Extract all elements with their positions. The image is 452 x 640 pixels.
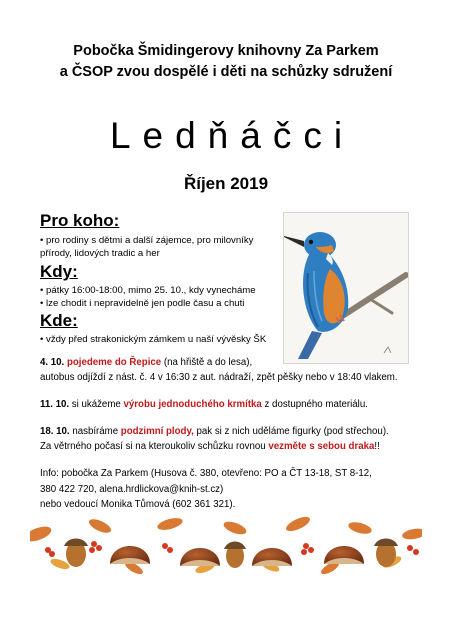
- autumn-garland-icon: [30, 512, 422, 580]
- bullet-pro-koho-1-cont: přírody, lidových tradic a her: [40, 248, 160, 259]
- event-4-10-line2: autobus odjíždí z nást. č. 4 v 16:30 z aut. nádraží, zpět pěšky nebo v 18:40 vlakem.: [40, 372, 398, 383]
- event-11-10-highlight: výrobu jednoduchého krmítka: [123, 399, 262, 410]
- event-4-10-text: (na hřiště a do lesa),: [161, 357, 253, 368]
- month-heading: Říjen 2019: [183, 174, 269, 193]
- kite-note-post: !!: [374, 441, 380, 452]
- event-4-10-highlight: pojedeme do Řepice: [66, 357, 162, 368]
- autumn-garland: [30, 512, 422, 580]
- info-block: [40, 466, 420, 513]
- event-11-10-pre: si ukážeme: [69, 399, 124, 410]
- event-18-10: [40, 424, 420, 454]
- header-line-1: Pobočka Šmidingerovy knihovny Za Parkem: [73, 43, 379, 59]
- bullet-kdy-1: • pátky 16:00-18:00, mimo 25. 10., kdy vynecháme: [40, 285, 256, 296]
- event-4-10-date: 4. 10.: [40, 357, 65, 368]
- kingfisher-icon: [284, 213, 408, 363]
- event-11-10-text: z dostupného materiálu.: [261, 399, 368, 410]
- bullet-pro-koho-1: • pro rodiny s dětmi a další zájemce, pro milovníky: [40, 235, 254, 246]
- event-18-10-highlight: podzimní plody,: [120, 426, 194, 437]
- bullet-kdy-2: • lze chodit i nepravidelně jen podle času a chuti: [40, 298, 245, 309]
- info-line-3: nebo vedoucí Monika Tůmová (602 361 321).: [40, 499, 236, 510]
- bullet-kde-1: • vždy před strakonickým zámkem u naší vývěsky ŠK: [40, 334, 267, 345]
- heading-kde: Kde:: [40, 311, 78, 330]
- heading-kdy: Kdy:: [40, 262, 78, 281]
- event-4-10: [40, 355, 420, 385]
- event-11-10: [40, 397, 420, 412]
- kite-note-highlight: vezměte s sebou draka: [268, 441, 375, 452]
- header-line-2: a ČSOP zvou dospělé i děti na schůzky sdružení: [59, 64, 393, 80]
- info-line-2: 380 422 720, alena.hrdlickova@knih-st.cz): [40, 483, 224, 495]
- kite-note-pre: Za větrného počasí si na kteroukoliv schůzku rovnou: [40, 441, 269, 452]
- event-11-10-date: 11. 10.: [40, 399, 70, 410]
- info-line-1: Info: pobočka Za Parkem (Husova č. 380, otevřeno: PO a ČT 13-18, ST 8-12,: [40, 468, 372, 479]
- header: [20, 41, 432, 83]
- page-title: Ledňáčci: [109, 115, 355, 156]
- kingfisher-illustration: [283, 212, 409, 364]
- event-18-10-pre: nasbíráme: [69, 426, 121, 437]
- heading-pro-koho: Pro koho:: [40, 211, 120, 230]
- event-18-10-text: pak si z nich uděláme figurky (pod střechou).: [193, 426, 389, 437]
- event-18-10-date: 18. 10.: [40, 426, 70, 437]
